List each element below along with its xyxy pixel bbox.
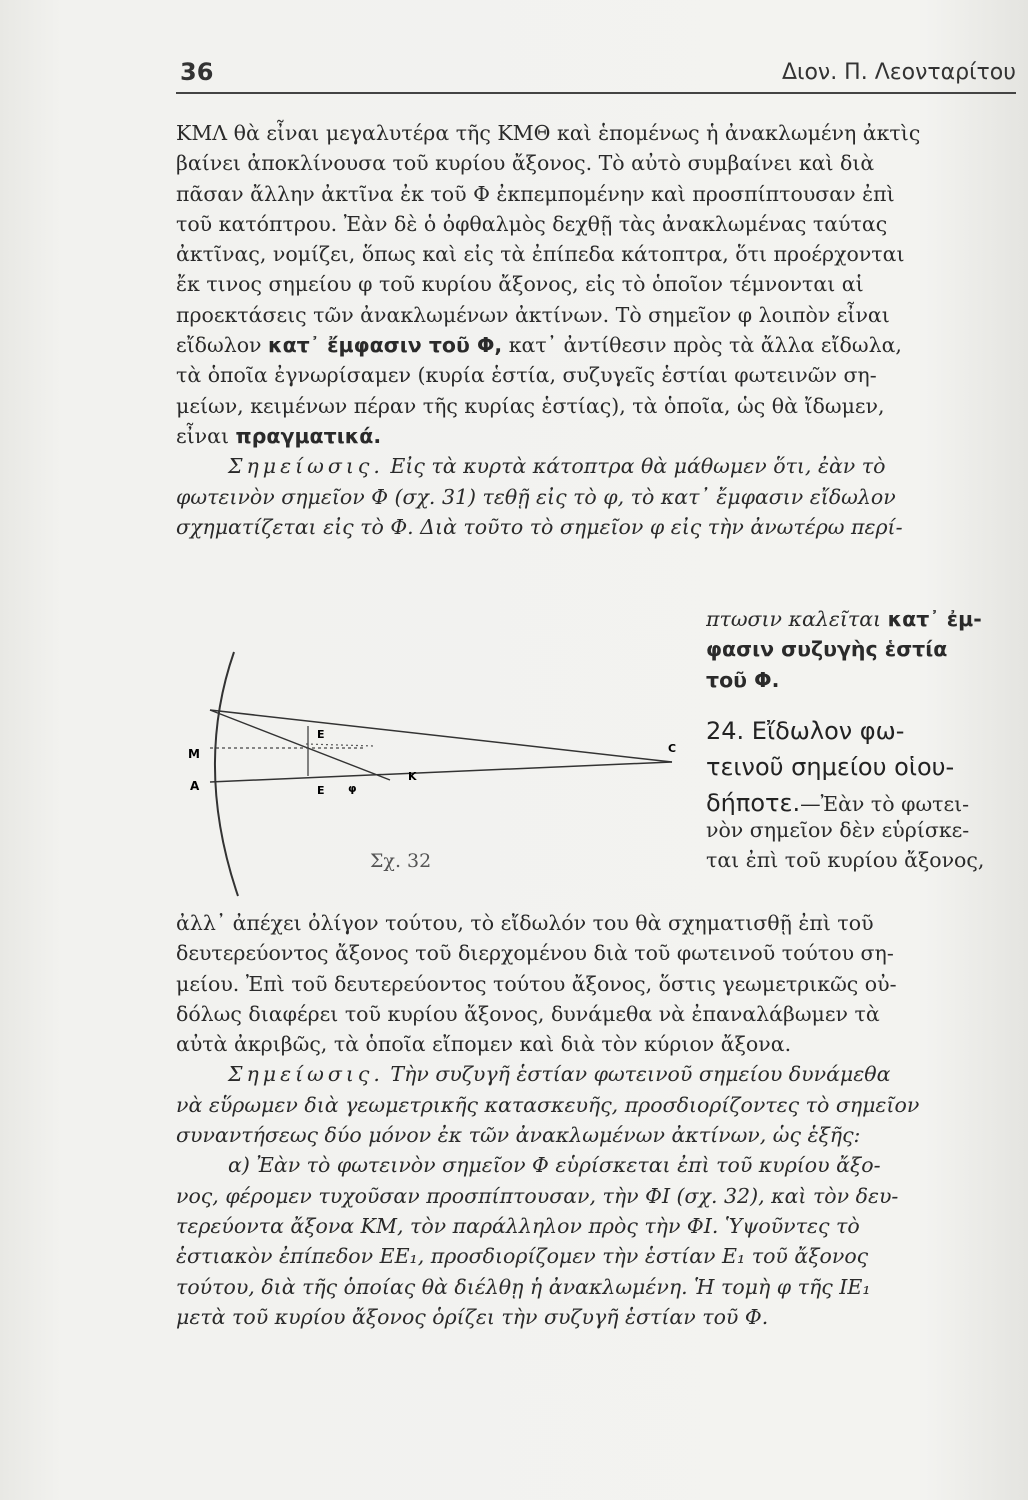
note-line: συναντήσεως δύο μόνον ἐκ τῶν ἀνακλωμένων ἀκτίνων, ὡς ἑξῆς:	[176, 1123, 861, 1148]
text-line: δόλως διαφέρει τοῦ κυρίου ἄξονος, δυνάμεθα νὰ ἐπαναλάβωμεν τὰ	[176, 1001, 880, 1026]
upper-text-block	[176, 118, 1028, 542]
mirror-arc	[215, 652, 238, 896]
page-number: 36	[180, 58, 214, 86]
label-phi: φ	[348, 782, 357, 795]
note-label: Σημείωσις.	[228, 1062, 384, 1087]
bold-term: πραγματικά.	[235, 423, 382, 448]
label-m: M	[188, 747, 200, 761]
text-run: εἶναι	[176, 423, 236, 448]
text-line	[706, 604, 1028, 634]
lower-text-block	[176, 908, 1028, 1332]
text-line: βαίνει ἀποκλίνουσα τοῦ κυρίου ἄξονος. Τὸ αὐτὸ συμβαίνει καὶ διὰ	[176, 151, 875, 176]
text-line: νὸν σημεῖον δὲν εὑρίσκε-	[706, 818, 970, 843]
text-line: πᾶσαν ἄλλην ἀκτῖνα ἐκ τοῦ Φ ἐκπεμπομένην καὶ προσπίπτουσαν ἐπὶ	[176, 181, 895, 206]
label-k: K	[408, 770, 417, 783]
note-label: Σημείωσις.	[228, 454, 384, 479]
label-a: A	[190, 779, 200, 793]
text-line: ται ἐπὶ τοῦ κυρίου ἄξονος,	[706, 848, 985, 873]
note-line	[176, 451, 1028, 481]
text-line: τὰ ὁποῖα ἐγνωρίσαμεν (κυρία ἑστία, συζυγεῖς ἑστίαι φωτεινῶν ση-	[176, 363, 877, 388]
bold-line: φασιν συζυγὴς ἑστία	[706, 637, 948, 662]
page-header	[176, 50, 1016, 94]
note-line: φωτεινὸν σημεῖον Φ (σχ. 31) τεθῇ εἰς τὸ φ, τὸ κατ᾽ ἔμφασιν εἴδωλον	[176, 484, 896, 509]
list-item-line: τερεύοντα ἄξονα ΚΜ, τὸν παράλληλον πρὸς τὴν ΦΙ. Ὑψοῦντες τὸ	[176, 1213, 860, 1238]
text-line: ἔκ τινος σημείου φ τοῦ κυρίου ἄξονος, εἰς τὸ ὁποῖον τέμνονται αἱ	[176, 272, 864, 297]
bold-line: τοῦ Φ.	[706, 667, 780, 692]
section-title: δήποτε.	[706, 788, 801, 816]
bold-term: κατ᾽ ἔμφασιν τοῦ Φ,	[268, 333, 503, 358]
text-line	[176, 330, 1028, 360]
text-line: τοῦ κατόπτρου. Ἐὰν δὲ ὁ ὀφθαλμὸς δεχθῇ τὰς ἀνακλωμένας ταύτας	[176, 211, 888, 236]
incident-ray	[210, 710, 672, 762]
mirror-diagram	[176, 634, 696, 900]
right-column	[706, 604, 1028, 876]
text-line: ΚΜΛ θὰ εἶναι μεγαλυτέρα τῆς ΚΜΘ καὶ ἑπομένως ἡ ἀνακλωμένη ἀκτὶς	[176, 121, 921, 145]
list-item-line: ἑστιακὸν ἐπίπεδον ΕΕ₁, προσδιορίζομεν τὴν ἑστίαν Ε₁ τοῦ ἄξονος	[176, 1244, 869, 1269]
text-line: προεκτάσεις τῶν ἀνακλωμένων ἀκτίνων. Τὸ σημεῖον φ λοιπὸν εἶναι	[176, 302, 890, 327]
text-run: εἴδωλον	[176, 333, 269, 358]
note-line: σχηματίζεται εἰς τὸ Φ. Διὰ τοῦτο τὸ σημεῖον φ εἰς τὴν ἀνωτέρω περί-	[176, 514, 903, 539]
section-title: 24. Εἴδωλον φω-	[706, 716, 905, 745]
text-line: ἀκτῖνας, νομίζει, ὅπως καὶ εἰς τὰ ἐπίπεδα κάτοπτρα, ὅτι προέρχονται	[176, 242, 905, 267]
list-item-line: α) Ἐὰν τὸ φωτεινὸν σημεῖον Φ εὑρίσκεται ἐπὶ τοῦ κυρίου ἄξο-	[228, 1153, 881, 1178]
bold-term: κατ᾽ ἐμ-	[887, 607, 982, 631]
section-title: τεινοῦ σημείου οἱου-	[706, 752, 955, 781]
text-line: μείων, κειμένων πέραν τῆς κυρίας ἑστίας), τὰ ὁποῖα, ὡς θὰ ἴδωμεν,	[176, 393, 885, 418]
figure-caption: Σχ. 32	[370, 850, 432, 872]
text-line	[706, 785, 1028, 815]
text-run: Τὴν συζυγῆ ἑστίαν φωτεινοῦ σημείου δυνάμεθα	[383, 1062, 891, 1087]
text-run: πτωσιν καλεῖται	[706, 607, 888, 631]
list-item-line: νος, φέρομεν τυχοῦσαν προσπίπτουσαν, τὴν ΦΙ (σχ. 32), καὶ τὸν δευ-	[176, 1183, 899, 1208]
text-run: κατ᾽ ἀντίθεσιν πρὸς τὰ ἄλλα εἴδωλα,	[502, 333, 902, 358]
text-run: —Ἐὰν τὸ φωτει-	[800, 791, 970, 816]
secondary-axis	[210, 762, 672, 782]
note-line	[176, 1059, 1028, 1089]
list-item-line: τούτου, διὰ τῆς ὁποίας θὰ διέλθῃ ἡ ἀνακλωμένη. Ἡ τομὴ φ τῆς ΙΕ₁	[176, 1274, 871, 1299]
text-line: ἀλλ᾽ ἀπέχει ὀλίγον τούτου, τὸ εἴδωλόν του θὰ σχηματισθῇ ἐπὶ τοῦ	[176, 911, 874, 935]
list-item-line: μετὰ τοῦ κυρίου ἄξονος ὁρίζει τὴν συζυγῆ ἑστίαν τοῦ Φ.	[176, 1304, 769, 1329]
label-c: C	[668, 742, 677, 755]
note-line: νὰ εὕρωμεν διὰ γεωμετρικῆς κατασκευῆς, προσδιορίζοντες τὸ σημεῖον	[176, 1092, 920, 1117]
figure-32	[176, 634, 696, 900]
label-e-bottom: E	[317, 784, 325, 797]
extension-line	[306, 744, 374, 746]
text-run: Εἰς τὰ κυρτὰ κάτοπτρα θὰ μάθωμεν ὅτι, ἐὰν τὸ	[383, 454, 886, 479]
label-e-top: E	[317, 728, 325, 741]
running-head: Διον. Π. Λεονταρίτου	[781, 60, 1016, 85]
text-line: αὐτὰ ἀκριβῶς, τὰ ὁποῖα εἴπομεν καὶ διὰ τὸν κύριον ἄξονα.	[176, 1032, 792, 1057]
text-line	[176, 421, 1028, 451]
text-line: μείου. Ἐπὶ τοῦ δευτερεύοντος τούτου ἄξονος, ὅστις γεωμετρικῶς οὐ-	[176, 971, 897, 996]
text-line: δευτερεύοντος ἄξονος τοῦ διερχομένου διὰ τοῦ φωτεινοῦ τούτου ση-	[176, 941, 894, 966]
